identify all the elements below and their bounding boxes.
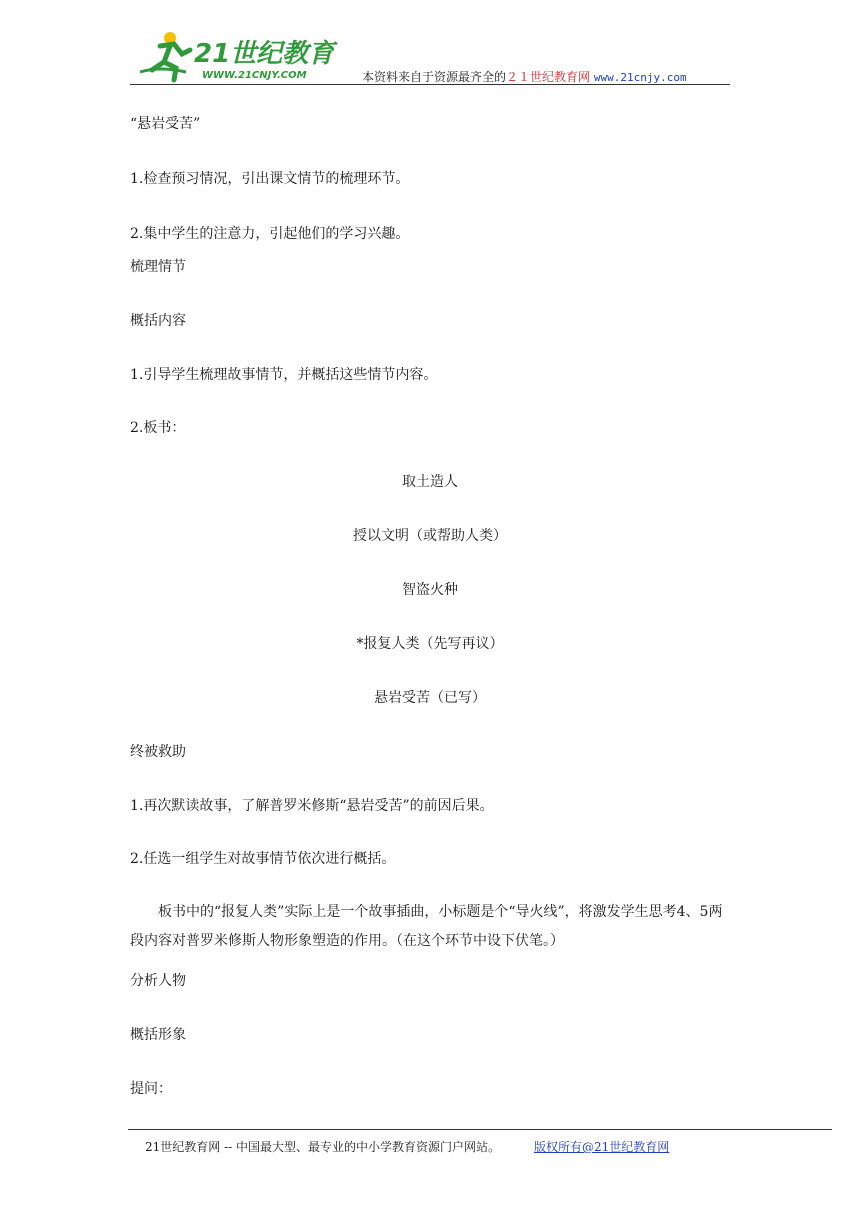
question-label: 提问： — [130, 1081, 172, 1097]
section-heading: 概括形象 — [130, 1027, 186, 1043]
list-item: 2.任选一组学生对故事情节依次进行概括。 — [130, 851, 396, 867]
list-item: 2.板书： — [130, 420, 186, 436]
board-item: 授以文明（或帮助人类） — [353, 528, 507, 544]
board-item: 取土造人 — [402, 474, 458, 490]
logo-url: WWW.21CNJY.COM — [202, 70, 307, 81]
list-item: 1.引导学生梳理故事情节，并概括这些情节内容。 — [130, 367, 438, 383]
list-item: 1.再次默读故事，了解普罗米修斯“悬岩受苦”的前因后果。 — [130, 798, 494, 814]
list-item: 1.检查预习情况，引出课文情节的梳理环节。 — [130, 171, 410, 187]
paragraph-text: 板书中的“报复人类”实际上是一个故事插曲，小标题是个“导火线”，将激发学生思考4、5两段内容对普罗米修斯人物形象塑造的作用。（在这个环节中设下伏笔。） — [130, 904, 723, 949]
list-item: 2.集中学生的注意力，引起他们的学习兴趣。 — [130, 226, 410, 242]
header-divider — [130, 84, 730, 85]
section-heading: 终被救助 — [130, 744, 186, 760]
section-heading: 分析人物 — [130, 973, 186, 989]
footer-text: 21世纪教育网 -- 中国最大型、最专业的中小学教育资源门户网站。 — [145, 1140, 501, 1154]
21cnjy-logo — [130, 26, 340, 84]
section-title: “悬岩受苦” — [130, 116, 201, 132]
section-heading: 梳理情节 — [130, 259, 186, 275]
logo-title: 21世纪教育 — [194, 39, 335, 69]
section-heading: 概括内容 — [130, 313, 186, 329]
footer-divider — [128, 1129, 832, 1130]
board-item: *报复人类（先写再议） — [356, 636, 504, 652]
board-item: 悬岩受苦（已写） — [374, 690, 486, 706]
tagline-url[interactable]: www.21cnjy.com — [593, 71, 687, 84]
board-item: 智盗火种 — [402, 582, 458, 598]
page-footer — [145, 1138, 669, 1155]
explanation-paragraph — [130, 898, 730, 956]
copyright-link[interactable]: 版权所有@21世纪教育网 — [534, 1140, 670, 1154]
tagline-brand: ２１世纪教育网 — [506, 70, 591, 84]
header-tagline — [362, 68, 687, 85]
tagline-prefix: 本资料来自于资源最齐全的 — [362, 70, 507, 84]
